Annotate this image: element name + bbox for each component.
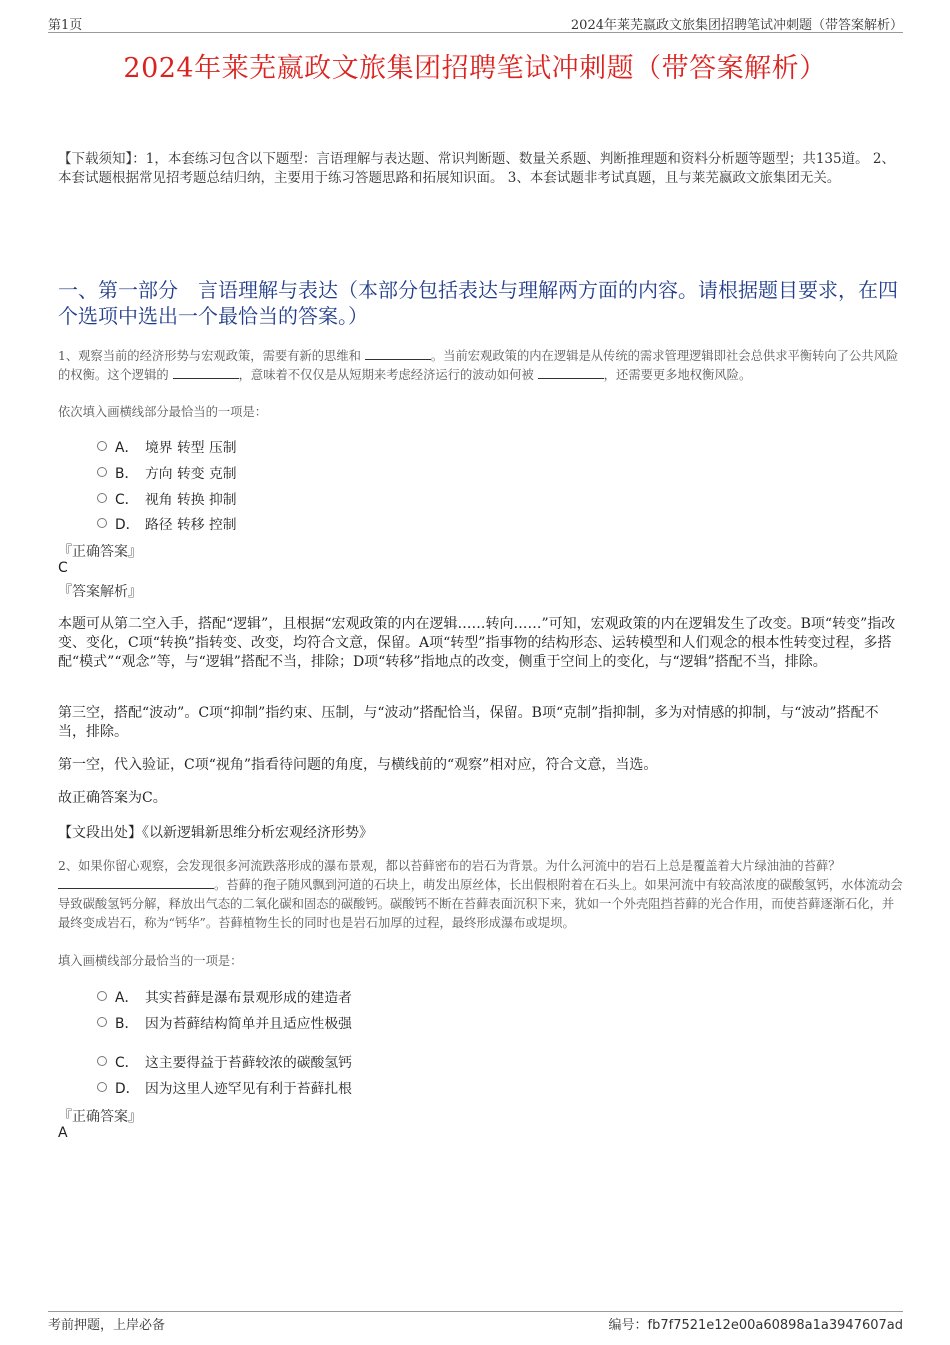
- question-2-text: 2、如果你留心观察，会发现很多河流跌落形成的瀑布景观，都以苔藓密布的岩石为背景。为什么河流中的岩石上总是覆盖着大片绿油油的苔藓？ 。苔藓的孢子随风飘到河道的石块上，萌发出原丝体，长出假根附着在石头上。如果河流中有较高浓度的碳酸氢钙，水体流动会导致碳酸氢钙分解，释放出气态的二氧化碳和固态的碳酸钙。碳酸钙不断在苔藓表面沉积下来，犹如一个外壳阻挡苔藓的光合作用，而使苔藓逐渐石化，并最终变成岩石，称为“钙华”。苔藓植物生长的同时也是岩石加厚的过程，最终形成瀑布或堤坝。: [58, 859, 903, 930]
- q1-option-c[interactable]: C． 视角 转换 抑制: [97, 488, 237, 508]
- radio-button[interactable]: [97, 518, 107, 528]
- q1-answer: C: [58, 560, 68, 576]
- page-number: 第1页: [48, 18, 83, 33]
- radio-button[interactable]: [97, 1017, 107, 1027]
- q2-option-a[interactable]: A． 其实苔藓是瀑布景观形成的建造者: [97, 986, 352, 1006]
- q1-option-a[interactable]: A． 境界 转型 压制: [97, 436, 237, 456]
- question-1-prompt: 依次填入画横线部分最恰当的一项是：: [58, 405, 268, 419]
- blank-line: [365, 347, 431, 360]
- radio-button[interactable]: [97, 467, 107, 477]
- blank-line: [173, 366, 239, 379]
- q2-answer: A: [58, 1125, 68, 1141]
- question-1-text: 1、观察当前的经济形势与宏观政策，需要有新的思维和 。当前宏观政策的内在逻辑是从传统的需求管理逻辑即社会总供求平衡转向了公共风险的权衡。这个逻辑的 ，意味着不仅仅是从短期来考虑经济运行的波动如何被 ，还需要更多地权衡风险。: [58, 349, 899, 382]
- q1-option-d[interactable]: D． 路径 转移 控制: [97, 513, 237, 533]
- q1-analysis-paragraph: 第一空，代入验证，C项“视角”指看待问题的角度，与横线前的“观察”相对应，符合文意，当选。: [58, 757, 658, 773]
- footer-divider: [48, 1311, 903, 1312]
- radio-button[interactable]: [97, 1056, 107, 1066]
- q1-analysis-paragraph: 第三空，搭配“波动”。C项“抑制”指约束、压制，与“波动”搭配恰当，保留。B项“克制”指抑制，多为对情感的抑制，与“波动”搭配不当，排除。: [58, 705, 879, 740]
- q2-answer-label: 『正确答案』: [58, 1109, 142, 1125]
- q1-answer-label: 『正确答案』: [58, 544, 142, 560]
- footer-slogan: 考前押题，上岸必备: [48, 1318, 166, 1333]
- q1-source: 【文段出处】《以新逻辑新思维分析宏观经济形势》: [58, 825, 373, 841]
- question-2-prompt: 填入画横线部分最恰当的一项是：: [58, 954, 243, 968]
- section-heading: 一、第一部分 言语理解与表达（本部分包括表达与理解两方面的内容。请根据题目要求，在四个选项中选出一个最恰当的答案。）: [58, 278, 898, 328]
- q1-analysis-paragraph: 故正确答案为C。: [58, 790, 167, 806]
- q1-analysis-paragraph: 本题可从第二空入手，搭配“逻辑”，且根据“宏观政策的内在逻辑……转向……”可知，宏观政策的内在逻辑发生了改变。B项“转变”指改变、变化，C项“转换”指转变、改变，均符合文意，保留。A项“转型”指事物的结构形态、运转模型和人们观念的根本性转变过程，多搭配“模式”“观念”等，与“逻辑”搭配不当，排除；D项“转移”指地点的改变，侧重于空间上的变化，与“逻辑”搭配不当，排除。: [58, 616, 896, 670]
- radio-button[interactable]: [97, 1082, 107, 1092]
- radio-button[interactable]: [97, 493, 107, 503]
- radio-button[interactable]: [97, 441, 107, 451]
- q2-option-d[interactable]: D． 因为这里人迹罕见有利于苔藓扎根: [97, 1077, 352, 1097]
- q1-analysis-label: 『答案解析』: [58, 584, 142, 600]
- document-title: 2024年莱芜嬴政文旅集团招聘笔试冲刺题（带答案解析）: [123, 53, 827, 84]
- q2-option-c[interactable]: C． 这主要得益于苔藓较浓的碳酸氢钙: [97, 1051, 352, 1071]
- header-divider: [48, 32, 903, 33]
- header-doc-title: 2024年莱芜嬴政文旅集团招聘笔试冲刺题（带答案解析）: [570, 18, 903, 33]
- footer-code: 编号：fb7f7521e12e00a60898a1a3947607ad: [608, 1318, 903, 1333]
- download-notice: 【下载须知】：1，本套练习包含以下题型：言语理解与表达题、常识判断题、数量关系题、判断推理题和资料分析题等题型；共135道。 2、本套试题根据常见招考题总结归纳，主要用于练习答题思路和拓展知识面。 3、本套试题非考试真题，且与莱芜嬴政文旅集团无关。: [58, 151, 895, 186]
- blank-line: [58, 876, 214, 889]
- q1-option-b[interactable]: B． 方向 转变 克制: [97, 462, 237, 482]
- blank-line: [538, 366, 604, 379]
- radio-button[interactable]: [97, 991, 107, 1001]
- q2-option-b[interactable]: B． 因为苔藓结构简单并且适应性极强: [97, 1012, 352, 1032]
